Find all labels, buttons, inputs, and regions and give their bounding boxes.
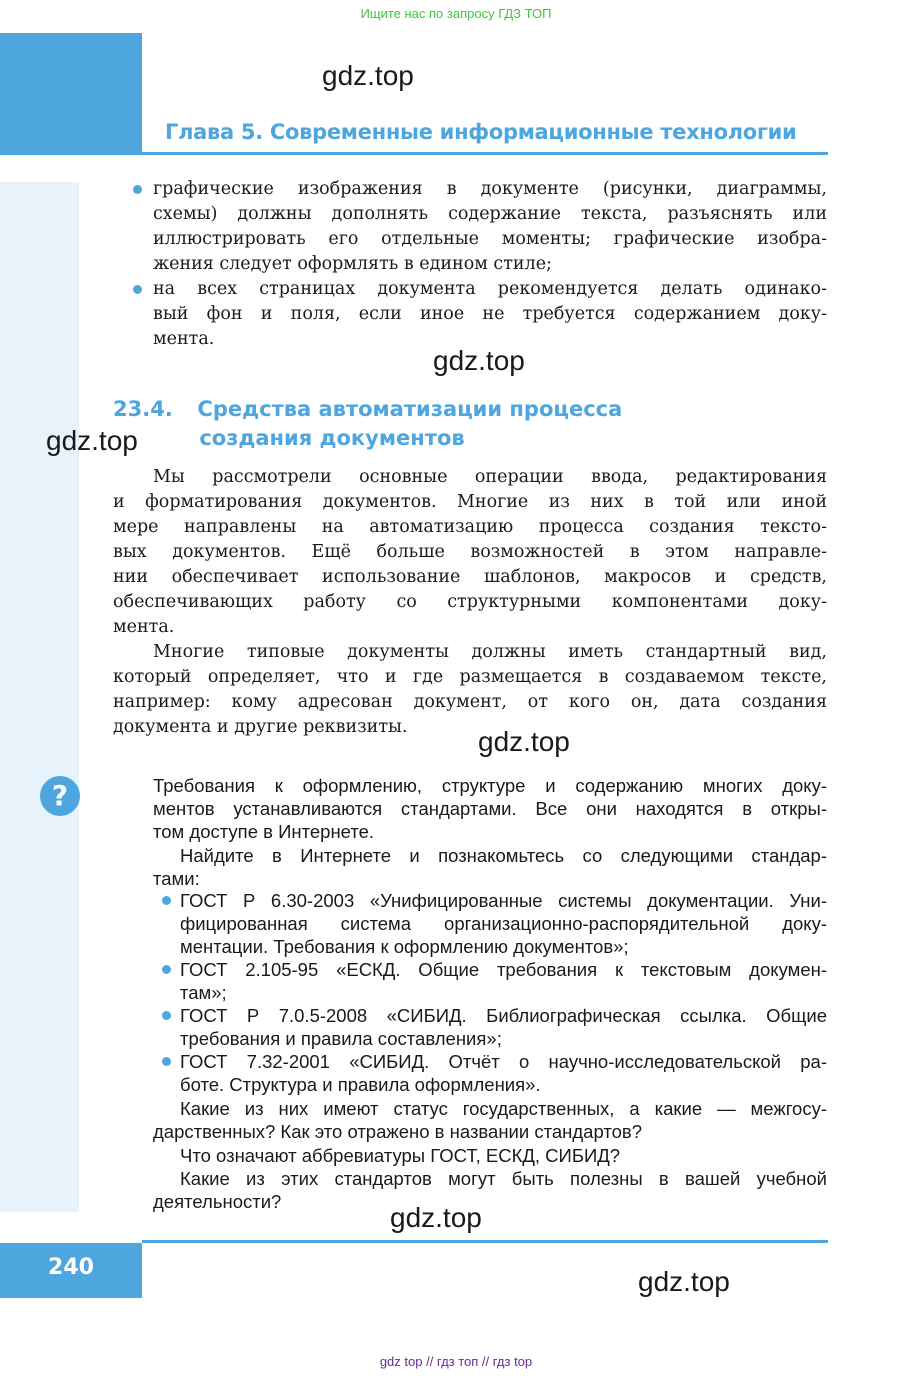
section-number: 23.4.	[113, 397, 173, 421]
text-line: боте. Структура и правила оформления».	[180, 1074, 541, 1095]
header-color-tab	[0, 33, 142, 155]
text-line: Какие из них имеют статус государственных, а какие — межгосу-	[180, 1098, 827, 1119]
text-line: мента.	[153, 329, 215, 349]
question-icon: ?	[40, 776, 80, 816]
text-line: ГОСТ 2.105-95 «ЕСКД. Общие требования к текстовым докумен-	[180, 959, 827, 980]
chapter-title: Глава 5. Современные информационные технологии	[165, 120, 797, 144]
text-line: например: кому адресован документ, от кого он, дата создания	[113, 692, 827, 712]
bullet-marker	[133, 185, 142, 194]
watermark: gdz.top	[433, 345, 525, 376]
text-line: схемы) должны дополнять содержание текста, разъяснять или	[153, 204, 827, 224]
section-title-line1: Средства автоматизации процесса	[197, 397, 623, 421]
watermark: gdz.top	[322, 60, 414, 91]
text-line: и форматирования документов. Многие из них в той или иной	[113, 492, 827, 512]
bullet-marker	[162, 1057, 171, 1066]
text-line: том доступе в Интернете.	[153, 821, 375, 842]
watermark: gdz.top	[478, 726, 570, 757]
text-line: жения следует оформлять в едином стиле;	[153, 254, 552, 274]
text-line: ГОСТ Р 7.0.5-2008 «СИБИД. Библиографическая ссылка. Общие	[180, 1005, 827, 1026]
text-line: на всех страницах документа рекомендуется делать одинако-	[153, 279, 827, 299]
section-title-line2: создания документов	[199, 426, 465, 450]
text-line: вый фон и поля, если иное не требуется содержанием доку-	[153, 304, 827, 324]
watermark: gdz.top	[638, 1266, 730, 1297]
text-line: дарственных? Как это отражено в названии стандартов?	[153, 1121, 643, 1142]
watermark: gdz.top	[390, 1202, 482, 1233]
text-line: обеспечивающих работу со структурными компонентами доку-	[113, 592, 827, 612]
text-line: нии обеспечивает использование шаблонов, макросов и средств,	[113, 567, 827, 587]
text-line: деятельности?	[153, 1191, 282, 1212]
text-line: Какие из этих стандартов могут быть полезны в вашей учебной	[180, 1168, 827, 1189]
page-number: 240	[48, 1255, 94, 1280]
text-line: мента.	[113, 617, 175, 637]
text-line: Найдите в Интернете и познакомьтесь со следующими стандар-	[180, 845, 827, 866]
bullet-marker	[133, 285, 142, 294]
text-line: графические изображения в документе (рисунки, диаграммы,	[153, 179, 827, 199]
margin-sidebar	[0, 182, 79, 1212]
text-line: который определяет, что и где размещается в создаваемом тексте,	[113, 667, 827, 687]
header-rule	[142, 152, 828, 155]
bottom-promo-note: gdz top // гдз топ // гдз top	[379, 1354, 533, 1369]
text-line: требования и правила составления»;	[180, 1028, 502, 1049]
top-promo-note: Ищите нас по запросу ГДЗ ТОП	[360, 6, 552, 21]
text-line: мере направлены на автоматизацию процесса создания тексто-	[113, 517, 827, 537]
footer-rule	[142, 1240, 828, 1243]
text-line: ГОСТ 7.32-2001 «СИБИД. Отчёт о научно-исследовательской ра-	[180, 1051, 827, 1072]
text-line: ментов устанавливаются стандартами. Все они находятся в откры-	[153, 798, 827, 819]
text-line: документа и другие реквизиты.	[113, 717, 408, 737]
text-line: Мы рассмотрели основные операции ввода, редактирования	[153, 467, 827, 487]
section-heading	[113, 395, 622, 453]
watermark: gdz.top	[46, 425, 138, 456]
text-line: вых документов. Ещё больше возможностей в этом направле-	[113, 542, 827, 562]
text-line: иллюстрировать его отдельные моменты; графические изобра-	[153, 229, 827, 249]
text-line: Требования к оформлению, структуре и содержанию многих доку-	[153, 775, 827, 796]
text-line: Что означают аббревиатуры ГОСТ, ЕСКД, СИБИД?	[180, 1145, 621, 1166]
text-line: ментации. Требования к оформлению документов»;	[180, 936, 629, 957]
text-line: ГОСТ Р 6.30-2003 «Унифицированные системы документации. Уни-	[180, 890, 827, 911]
bullet-marker	[162, 896, 171, 905]
text-line: фицированная система организационно-распорядительной доку-	[180, 913, 827, 934]
text-line: тами:	[153, 868, 200, 889]
text-line: там»;	[180, 982, 227, 1003]
text-line: Многие типовые документы должны иметь стандартный вид,	[153, 642, 827, 662]
bullet-marker	[162, 1011, 171, 1020]
bullet-marker	[162, 965, 171, 974]
